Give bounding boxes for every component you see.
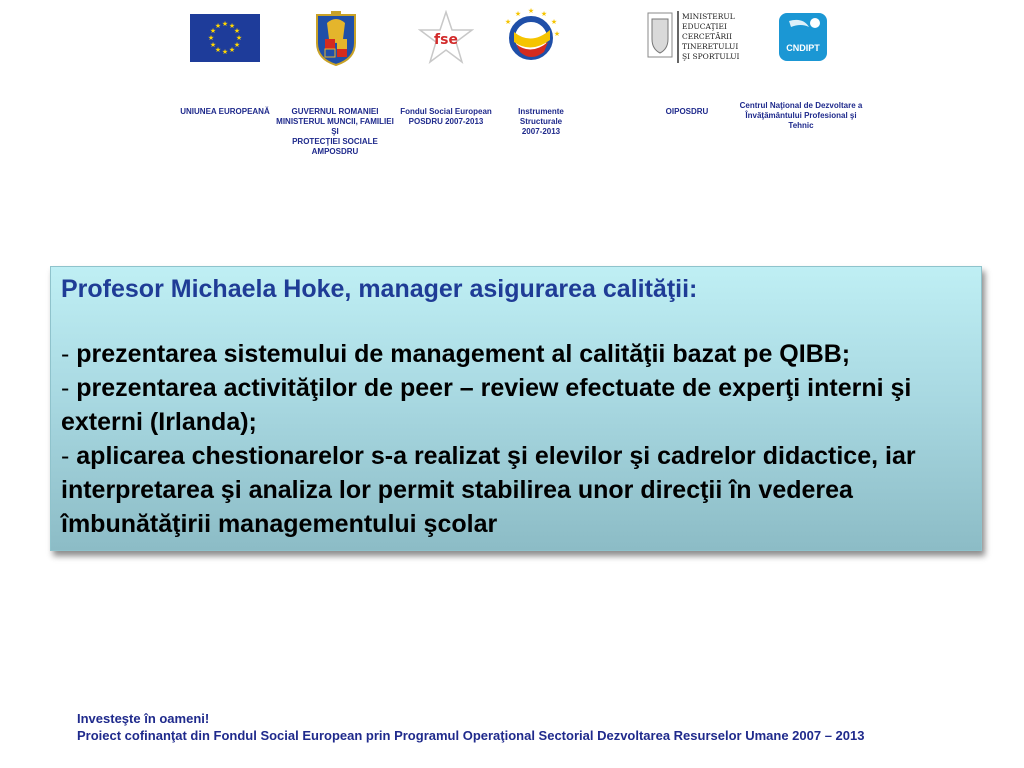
caption-cndipt: Centrul Naţional de Dezvoltare a Învăţământului Profesional şi Tehnic: [739, 101, 863, 130]
svg-text:★: ★: [214, 46, 222, 54]
svg-text:★: ★: [540, 10, 548, 18]
svg-text:★: ★: [553, 30, 561, 38]
bullet-text-2: prezentarea activităţilor de peer – review efectuate de experţi interni şi externi (Irlanda);: [61, 374, 912, 436]
eu-flag-icon: [190, 14, 260, 62]
caption-instrumente-structurale: Instrumente Structurale 2007-2013: [518, 107, 564, 136]
svg-text:★: ★: [527, 7, 535, 15]
bullet-text-3: aplicarea chestionarelor s-a realizat şi elevilor şi cadrelor didactice, iar interpretarea şi analiza lor permit stabilirea unor direcţii în vederea îmbunătăţirii managementului şcolar: [61, 442, 916, 538]
svg-text:★: ★: [228, 46, 236, 54]
ministry-line-5: ŞI SPORTULUI: [682, 52, 740, 61]
bullet-text-1: prezentarea sistemului de management al calităţii bazat pe QIBB;: [76, 340, 851, 368]
bullet-item-1: - prezentarea sistemului de management al calităţii bazat pe QIBB;: [61, 340, 851, 368]
svg-text:★: ★: [504, 18, 512, 26]
bullet-item-3: - aplicarea chestionarelor s-a realizat şi elevilor şi cadrelor didactice, iar interpretarea şi analiza lor permit stabilirea unor direcţii în vederea îmbunătăţirii managementului şcolar: [61, 442, 916, 538]
instrumente-structurale-logo-icon: [500, 6, 562, 68]
ministry-line-4: TINERETULUI: [682, 42, 739, 51]
romania-coat-of-arms-icon: [313, 9, 359, 67]
footer-slogan: Investeşte în oameni!: [77, 711, 210, 726]
svg-text:★: ★: [233, 41, 241, 49]
ministry-line-2: EDUCAŢIEI: [682, 22, 727, 31]
svg-text:★: ★: [209, 41, 217, 49]
fse-logo-text: fse: [434, 32, 458, 48]
svg-text:★: ★: [235, 34, 243, 42]
cndipt-logo-icon: [779, 13, 827, 61]
fse-logo-icon: [418, 10, 474, 66]
svg-text:★: ★: [207, 34, 215, 42]
content-box: [50, 266, 982, 551]
svg-text:★: ★: [221, 48, 229, 56]
svg-text:★: ★: [514, 10, 522, 18]
content-title: Profesor Michaela Hoke, manager asigurarea calităţii:: [61, 275, 698, 303]
svg-text:★: ★: [209, 27, 217, 35]
svg-text:★: ★: [214, 22, 222, 30]
cndipt-logo-text: CNDIPT: [786, 43, 820, 53]
footer-project-text: Proiect cofinanţat din Fondul Social European prin Programul Operaţional Sectorial Dezvoltarea Resurselor Umane 2007 – 2013: [77, 728, 865, 743]
caption-fondul-social-european: Fondul Social European POSDRU 2007-2013: [400, 107, 492, 126]
ministry-education-logo-icon: [646, 9, 741, 65]
caption-uniunea-europeana: UNIUNEA EUROPEANĂ: [180, 107, 270, 116]
footer: [77, 710, 977, 744]
ministry-line-3: CERCETĂRII: [682, 32, 733, 41]
svg-text:★: ★: [233, 27, 241, 35]
svg-text:★: ★: [221, 20, 229, 28]
caption-oiposdru: OIPOSDRU: [665, 107, 709, 116]
svg-text:★: ★: [550, 18, 558, 26]
ministry-line-1: MINISTERUL: [682, 12, 735, 21]
bullet-item-2: - prezentarea activităţilor de peer – review efectuate de experţi interni şi externi (Irlanda);: [61, 374, 912, 436]
svg-text:★: ★: [228, 22, 236, 30]
caption-guvernul-romaniei: GUVERNUL ROMANIEI MINISTERUL MUNCII, FAMILIEI ŞI PROTECŢIEI SOCIALE AMPOSDRU: [276, 107, 394, 156]
